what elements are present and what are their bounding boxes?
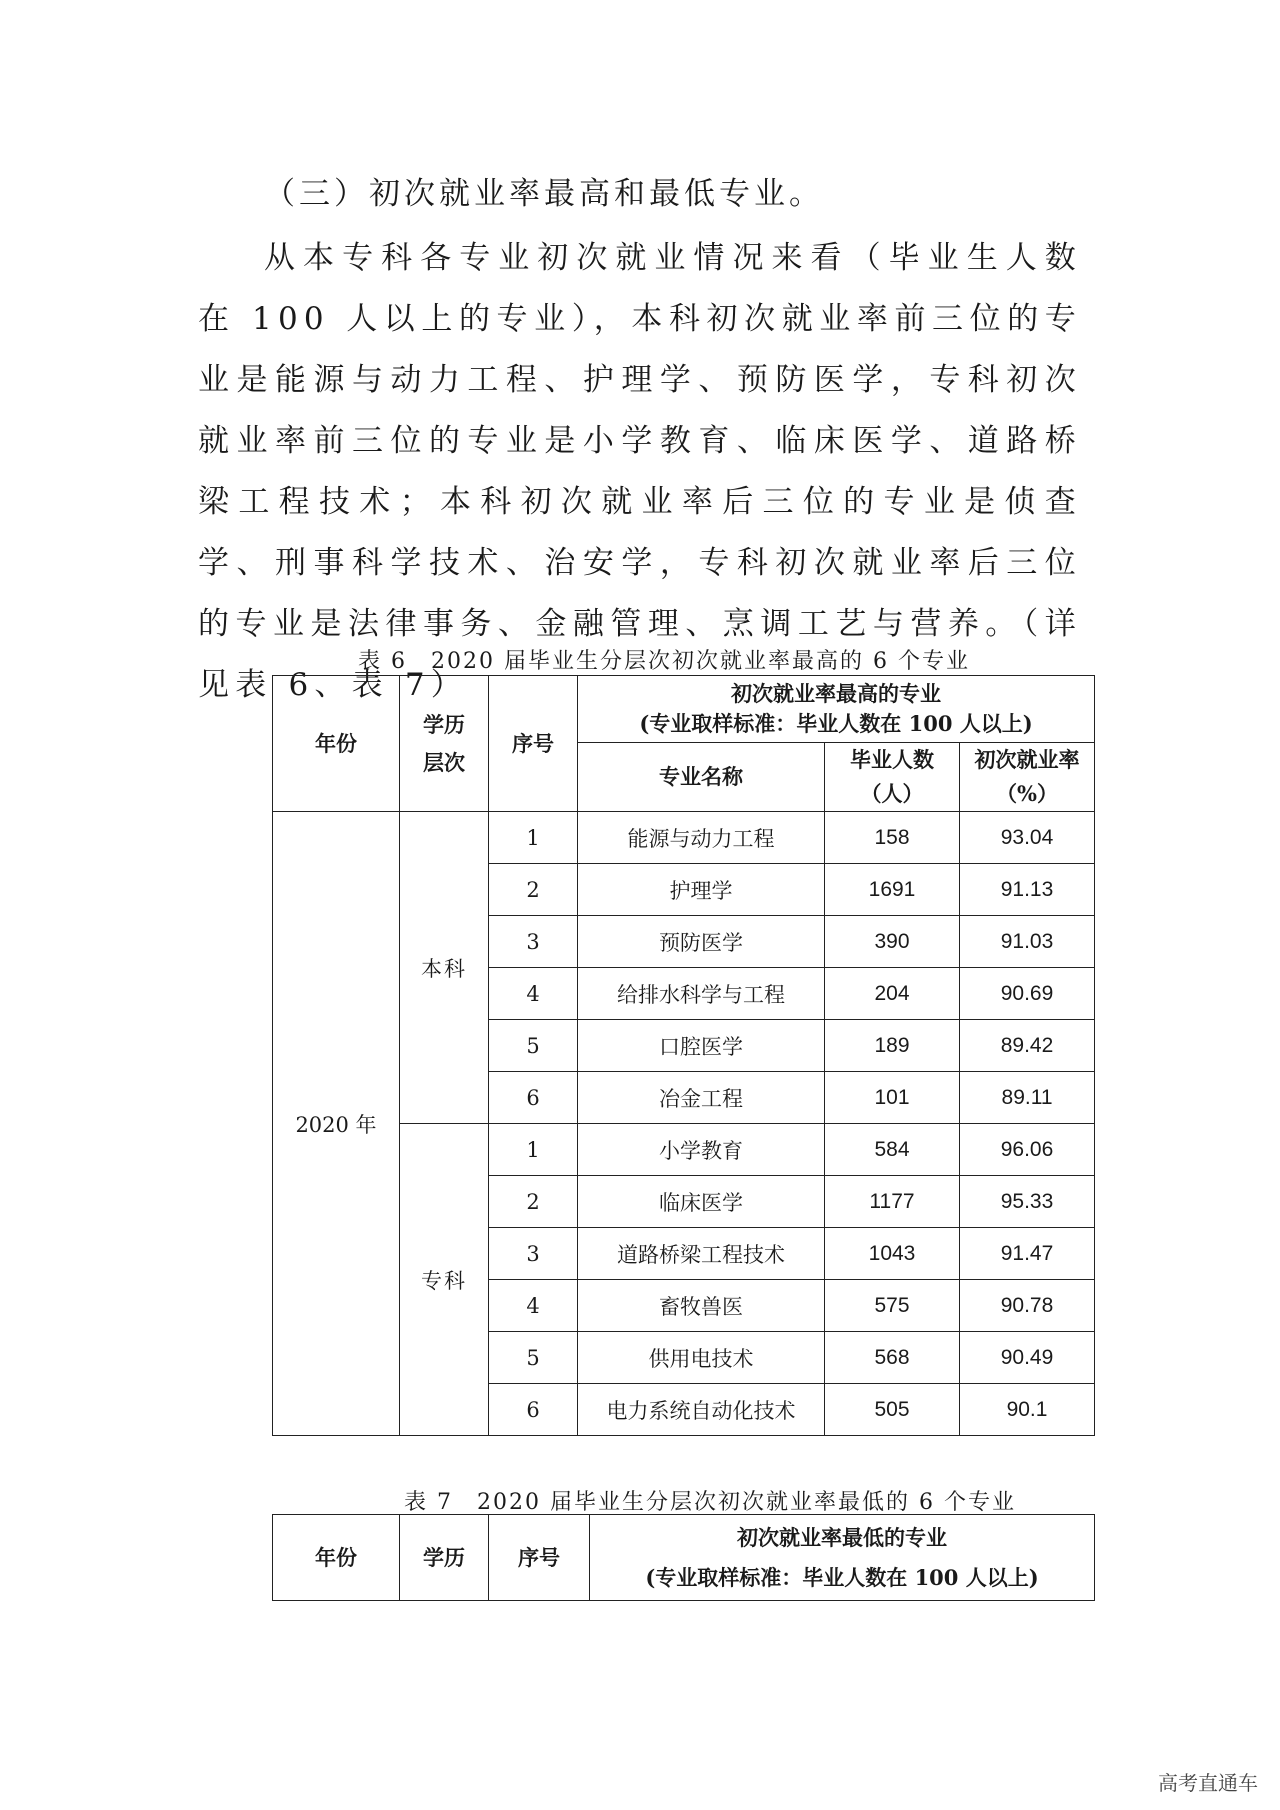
- row-grads: 505: [825, 1384, 960, 1436]
- row-major: 冶金工程: [578, 1072, 825, 1124]
- header-major: 专业名称: [578, 743, 825, 812]
- row-seq: 3: [489, 916, 578, 968]
- t7-header-group-title: 初次就业率最低的专业: [737, 1524, 947, 1550]
- table6-caption: 表 6 2020 届毕业生分层次初次就业率最高的 6 个专业: [358, 649, 970, 674]
- row-grads: 189: [825, 1020, 960, 1072]
- row-seq: 1: [489, 1124, 578, 1176]
- row-grads: 101: [825, 1072, 960, 1124]
- header-group: [578, 676, 1095, 743]
- row-major: 畜牧兽医: [578, 1280, 825, 1332]
- row-grads: 158: [825, 812, 960, 864]
- row-seq: 4: [489, 1280, 578, 1332]
- level-undergrad: 本科: [400, 812, 489, 1124]
- row-grads: 204: [825, 968, 960, 1020]
- t7-header-seq: 序号: [489, 1515, 590, 1601]
- row-rate: 91.13: [960, 864, 1095, 916]
- header-year: 年份: [273, 676, 400, 812]
- table7: [272, 1514, 1095, 1601]
- row-grads: 1043: [825, 1228, 960, 1280]
- row-grads: 584: [825, 1124, 960, 1176]
- row-seq: 5: [489, 1020, 578, 1072]
- row-rate: 91.47: [960, 1228, 1095, 1280]
- body-paragraph: 从本专科各专业初次就业情况来看（毕业生人数在 100 人以上的专业），本科初次就业率前三位的专业是能源与动力工程、护理学、预防医学，专科初次就业率前三位的专业是小学教育、临床医学、道路桥梁工程技术；本科初次就业率后三位的专业是侦查学、刑事科学技术、治安学，专科初次就业率后三位的专业是法律事务、金融管理、烹调工艺与营养。（详见表 6、表 7）: [198, 240, 1082, 703]
- row-seq: 2: [489, 864, 578, 916]
- header-rate: 初次就业率（%）: [960, 743, 1095, 812]
- row-major: 预防医学: [578, 916, 825, 968]
- row-seq: 5: [489, 1332, 578, 1384]
- t7-header-group-subtitle: (专业取样标准：毕业人数在 100 人以上): [645, 1564, 1039, 1590]
- level-junior: 专科: [400, 1124, 489, 1436]
- row-grads: 1691: [825, 864, 960, 916]
- row-major: 临床医学: [578, 1176, 825, 1228]
- header-seq: 序号: [489, 676, 578, 812]
- row-seq: 1: [489, 812, 578, 864]
- row-major: 口腔医学: [578, 1020, 825, 1072]
- row-major: 小学教育: [578, 1124, 825, 1176]
- row-grads: 575: [825, 1280, 960, 1332]
- table6: [272, 675, 1095, 1436]
- section-heading: （三）初次就业率最高和最低专业。: [264, 176, 824, 212]
- row-seq: 3: [489, 1228, 578, 1280]
- row-major: 给排水科学与工程: [578, 968, 825, 1020]
- row-seq: 2: [489, 1176, 578, 1228]
- row-rate: 90.49: [960, 1332, 1095, 1384]
- row-rate: 93.04: [960, 812, 1095, 864]
- row-grads: 390: [825, 916, 960, 968]
- row-grads: 1177: [825, 1176, 960, 1228]
- row-seq: 4: [489, 968, 578, 1020]
- row-rate: 90.1: [960, 1384, 1095, 1436]
- header-group-subtitle: (专业取样标准：毕业人数在 100 人以上): [639, 711, 1033, 736]
- row-rate: 91.03: [960, 916, 1095, 968]
- header-group-title: 初次就业率最高的专业: [731, 681, 942, 706]
- row-grads: 568: [825, 1332, 960, 1384]
- row-rate: 96.06: [960, 1124, 1095, 1176]
- row-seq: 6: [489, 1384, 578, 1436]
- header-level: 学历层次: [400, 676, 489, 812]
- row-major: 道路桥梁工程技术: [578, 1228, 825, 1280]
- row-major: 电力系统自动化技术: [578, 1384, 825, 1436]
- watermark: 高考直通车: [1158, 1771, 1258, 1795]
- t7-header-level: 学历: [400, 1515, 489, 1601]
- row-rate: 90.78: [960, 1280, 1095, 1332]
- row-major: 护理学: [578, 864, 825, 916]
- t7-header-year: 年份: [273, 1515, 400, 1601]
- row-seq: 6: [489, 1072, 578, 1124]
- row-rate: 89.42: [960, 1020, 1095, 1072]
- year-cell: 2020 年: [273, 812, 400, 1436]
- t7-header-group: [590, 1515, 1095, 1601]
- row-major: 供用电技术: [578, 1332, 825, 1384]
- row-major: 能源与动力工程: [578, 812, 825, 864]
- row-rate: 89.11: [960, 1072, 1095, 1124]
- row-rate: 90.69: [960, 968, 1095, 1020]
- header-grads: 毕业人数（人）: [825, 743, 960, 812]
- table7-caption: 表 7 2020 届毕业生分层次初次就业率最低的 6 个专业: [404, 1490, 1016, 1515]
- row-rate: 95.33: [960, 1176, 1095, 1228]
